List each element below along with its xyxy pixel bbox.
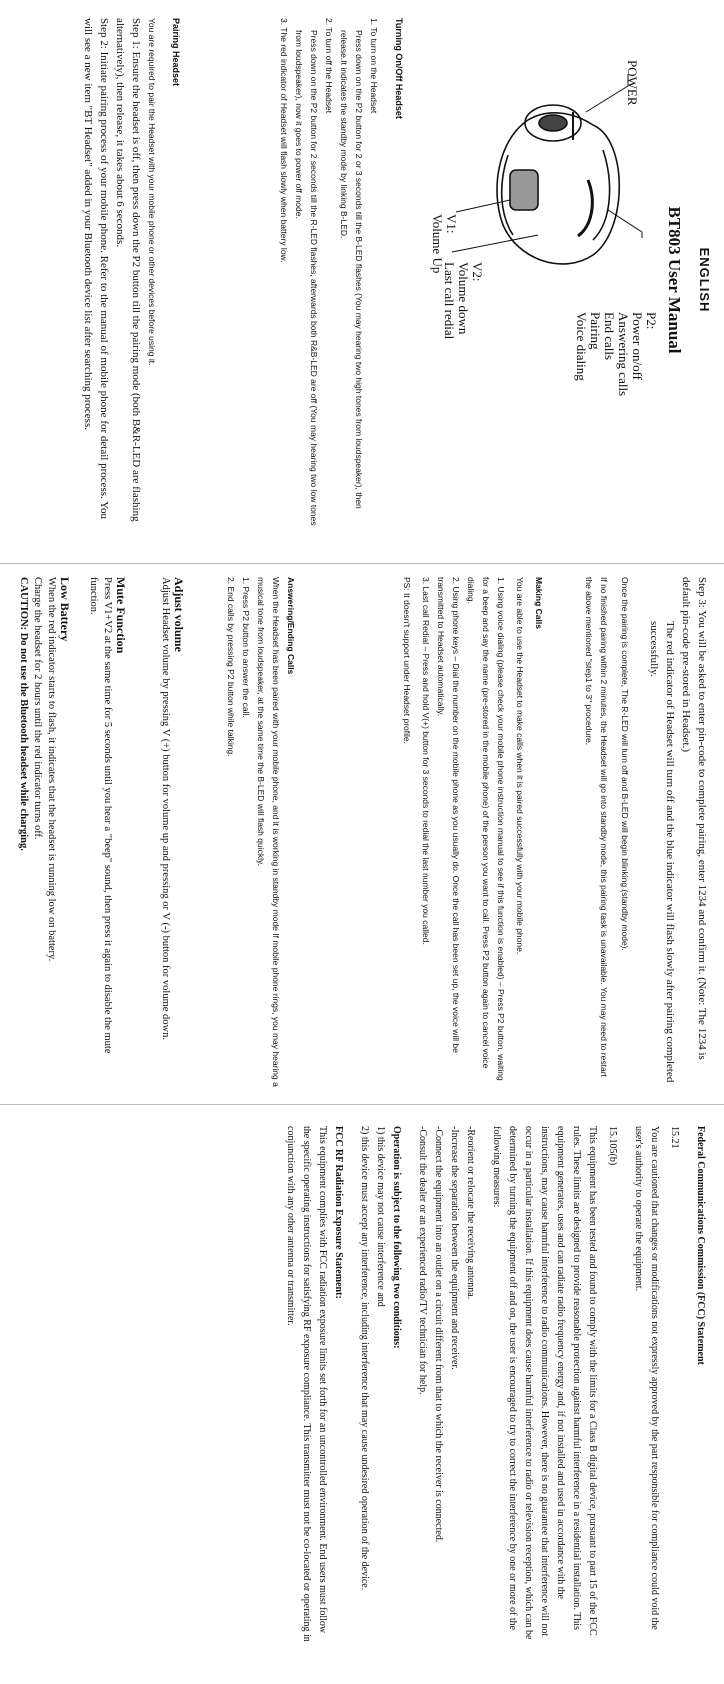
section-heading: Turning On/Off Headset xyxy=(394,18,404,119)
list-item: 2. End calls by pressing P2 button while talking. xyxy=(226,577,236,757)
paragraph: You are cautioned that changes or modifications not expressly approved by the part responsible for compliance could void the user's authority to operate the equipment. xyxy=(633,1126,660,1630)
paragraph: This equipment complies with FCC radiation exposure limits set forth for an uncontrolled environment. End users must follow the specific operating instructions for satisfying RF exposure compliance. This transmitter must not be co-located or operating in conjunction with any other antenna or transmitter. xyxy=(285,1126,328,1642)
page-title: BT803 User Manual xyxy=(665,206,684,354)
label-power: POWER xyxy=(625,60,640,106)
paragraph: Press V1+V2 at the same time for 5 seconds until you hear a "beep" sound, then press it again to disable the mute function. xyxy=(88,577,113,1054)
fcc-statement xyxy=(282,1126,708,1642)
list-item: 1. Using voice dialing (please check your mobile phone instruction manual to see if this function is enabled) – Press P2 button, waiting for a beep and say the name (pre-stored in the mobile phone) of the person you want to call. Press P2 button again to cancel voice dialing. xyxy=(466,577,506,1081)
paragraph: The red indicator of Headset will turn off and the blue indicator will flash slowly after pairing completed successfully. xyxy=(648,621,676,1083)
paragraph: When the red indicator starts to flash, it indicates that the headset is running low on battery. xyxy=(46,577,57,962)
paragraph: Charge the headset for 2 hours until the red indicator turns off. xyxy=(32,577,43,840)
section-heading: Operation is subject to the following two conditions: xyxy=(391,1126,402,1349)
note: PS: It doesn't support under Headset profile. xyxy=(402,577,412,744)
manual-page-1 xyxy=(0,0,724,560)
volume-section xyxy=(158,577,186,1087)
list-item: 2) this device must accept any interference, including interference that may cause undesired operation of the device. xyxy=(359,1126,370,1591)
paragraph: Step 1: Ensure the headset is off, then press down the P2 button till the pairing mode (both B&R-LED are flashing alternatively), then release, it takes about 6 seconds. xyxy=(114,18,142,522)
reference: 15.21 xyxy=(669,1126,680,1149)
label-p2-title: P2: xyxy=(644,312,659,330)
paragraph: Step 3: You will be asked to enter pin-code to complete pairing, enter 1234 and confirm it. (Note: The 1234 is default pin-code pre-stored in Headset.) xyxy=(680,577,708,1060)
paragraph: When the Headset has been paired with your mobile phone, and it is working in standby mode If mobile phone rings, you may hearing a musical tone from loudspeaker, at the same time the B-LED will flash quickly. xyxy=(256,577,281,1087)
caution-text: CAUTION: Do not use the Bluetooth headset while charging. xyxy=(18,577,29,851)
battery-section xyxy=(16,577,72,1087)
label-v2-line: Last call redial xyxy=(442,262,457,340)
manual-page-2 xyxy=(0,563,724,1103)
answering-section xyxy=(223,577,298,1087)
label-p2-line: Answering calls xyxy=(616,312,631,397)
label-p2-line: Voice dialing xyxy=(574,312,589,381)
section-heading: Pairing Headset xyxy=(171,18,181,87)
list-item: -Increase the separation between the equipment and receiver. xyxy=(449,1126,460,1370)
pairing-section xyxy=(80,18,184,538)
section-heading: FCC RF Radiation Exposure Statement: xyxy=(333,1126,344,1299)
label-v2 xyxy=(442,262,484,339)
list-item: 2. Using phone keys – Dial the number on the mobile phone as you usually do. Once the call has been set up, the voice will be transmitted to Headset automatically. xyxy=(436,577,461,1053)
paragraph: Step 2: Initiate pairing process of your mobile phone. Refer to the manual of mobile phone for detail process. You will see a new item "BT Headset" added in your Bluetooth device list after searching process. xyxy=(82,18,110,519)
turning-on-off-section xyxy=(276,18,406,538)
section-heading: Answering/Ending Calls xyxy=(286,577,296,675)
list-item: 1) this device may not cause interference and xyxy=(375,1126,386,1307)
label-p2-line: Pairing xyxy=(588,312,603,350)
section-heading: Adjust volume xyxy=(172,577,186,653)
paragraph: Once the pairing is complete, The R-LED will turn off and B-LED will begin blinking (standby mode). xyxy=(620,577,630,951)
list-item: 3. Last call Redial – Press and hold V(+) button for 3 seconds to redial the last number you called. xyxy=(421,577,431,945)
paragraph: If no finished pairing within 2 minutes, the Headset will go into standby mode, this pairing task is unavailable. You may need to restart the above mentioned "step1 to 3" procedure. xyxy=(584,577,609,1077)
fcc-heading: Federal Communications Commission (FCC) Statement xyxy=(695,1126,706,1365)
paragraph: You are required to pair the Headset with your mobile phone or other devices before using it. xyxy=(147,18,157,366)
label-p2 xyxy=(574,312,658,396)
list-item: -Connect the equipment into an outlet on a circuit different from that to which the receiver is connected. xyxy=(433,1126,444,1543)
paragraph: You are able to use the Headset to make calls when it is paired successfully with your mobile phone. xyxy=(515,577,525,955)
list-item: 1. Press P2 button to answer the call. xyxy=(241,577,251,718)
reference: 15.105(b) xyxy=(607,1126,618,1166)
language-label: ENGLISH xyxy=(697,247,712,313)
paragraph: This equipment has been tested and found to comply with the limits for a Class B digital device, pursuant to part 15 of the FCC rules. These limits are designed to provide reasonable protection against harmful interference in a residential installation. This equipment generates, uses and can radiate radio frequency energy and, if not installed and used in accordance with the instructions, may cause harmful interference to radio communications. However, there is no guarantee that interference will not occur in a particular installation. If this equipment does cause harmful interference to radio or television reception, which can be determined by turning the equipment off and on, the user is encouraged to try to correct the interference by one or more of the following measures: xyxy=(491,1126,598,1640)
manual-page-3 xyxy=(0,1104,724,1664)
pairing-continued xyxy=(646,577,710,1087)
headset-illustration xyxy=(497,105,619,264)
list-item: -Reorient or relocate the receiving antenna. xyxy=(465,1126,476,1300)
list-item: 3. The red indicator of Headset will flash slowly when battery low. xyxy=(279,18,289,263)
list-item: Press down on the P2 button for 2 seconds till the R-LED flashes, afterwards both R&B-LED are off (You may hearing two low tones from loudspeaker), now it goes to power off mode. xyxy=(294,30,319,526)
paragraph: Adjust Headset volume by pressing V (+) button for volume up and pressing or V (-) button for volume down. xyxy=(160,577,171,1041)
mute-section xyxy=(86,577,128,1087)
label-v1-title: V1: xyxy=(444,214,459,234)
label-p2-line: End calls xyxy=(602,312,617,361)
label-v1-line: Volume Up xyxy=(430,214,445,274)
label-v2-line: Volume down xyxy=(456,262,471,335)
pairing-status xyxy=(581,577,632,1087)
section-heading: Making Calls xyxy=(534,577,544,629)
list-item: 2. To turn off the Headset xyxy=(324,18,334,114)
list-item: 1. To turn on the Headset xyxy=(369,18,379,114)
list-item: Press down on the P2 button for 2 or 3 seconds till the B-LED flashes (You may hearing two high tones from loudspeaker), then release.It indicates the standby mode by linking B-LED. xyxy=(339,30,364,509)
label-v2-title: V2: xyxy=(470,262,485,282)
section-heading: Mute Function xyxy=(114,577,128,654)
section-heading: Low Battery xyxy=(58,577,72,642)
list-item: -Consult the dealer or an experienced radio/TV technician for help. xyxy=(417,1126,428,1395)
making-calls-section xyxy=(399,577,546,1087)
label-p2-line: Power on/off xyxy=(630,312,645,381)
